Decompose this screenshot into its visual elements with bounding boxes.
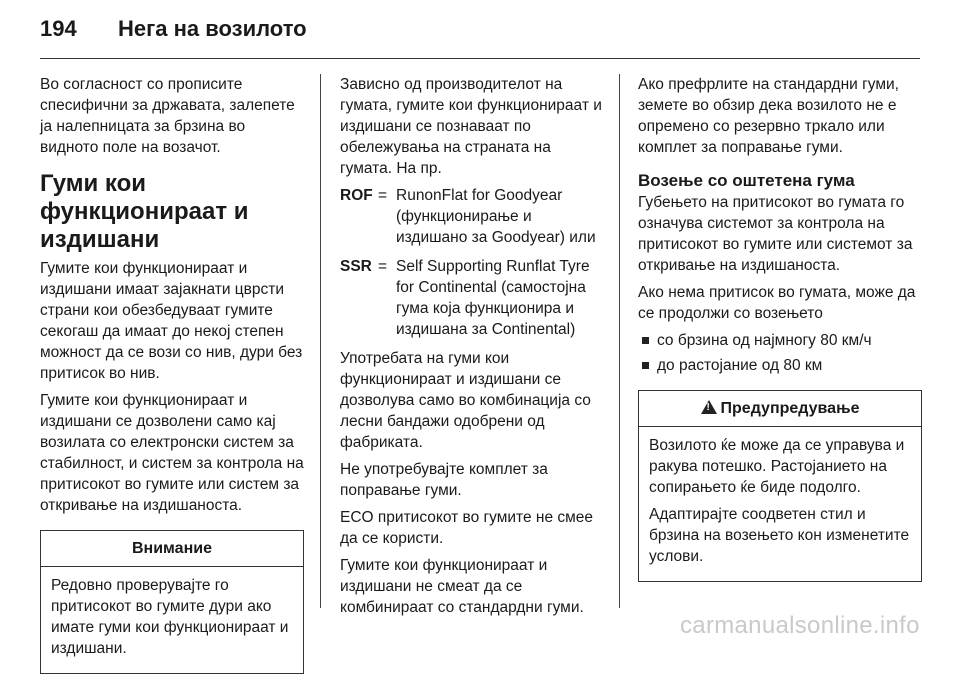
definition-desc: Self Supporting Runflat Tyre for Continental (самостојна гума која функционира и издишана за Continental) [396,258,590,338]
paragraph: ECO притисокот во гумите не смее да се користи. [340,509,594,547]
definition-row [340,185,606,248]
paragraph: Гумите кои функционираат и издишани се дозволени само кај возилата со електронски систем за стабилност, и систем за контрола на притисокот во гумите или систем за откривање на издишаноста. [40,392,304,514]
notice-text: Редовно проверувајте го притисокот во гумите дури ако имате гуми кои функционираат и издишани. [51,577,289,657]
page-title: Нега на возилото [118,16,307,41]
watermark: carmanualsonline.info [680,612,920,639]
warning-triangle-icon [701,400,717,414]
paragraph: Зависно од производителот на гумата, гумите кои функционираат и издишани се познаваат по обележувања на страната на гумата. На пр. [340,76,602,177]
column-divider-2 [619,74,620,608]
list-item [638,330,922,351]
paragraph: Употребата на гуми кои функционираат и издишани се дозволува само во комбинација со лесни бандажи одобрени од фабриката. [340,350,591,451]
column-1 [40,74,304,674]
paragraph: Ако префрлите на стандардни гуми, земете во обзир дека возилото не е опремено со резервно тркало или комплет за поправање гуми. [638,76,899,156]
intro-paragraph: Во согласност со прописите спесифични за државата, залепете ја налепницата за брзина во видното поле на возачот. [40,76,295,156]
column-3 [638,74,922,582]
list-item [638,355,922,376]
paragraph: Губењето на притисокот во гумата го означува системот за контрола на притисокот во гумите или системот за откривање на издишаноста. [638,194,913,274]
section-title: Гуми кои функционираат и издишани [40,170,249,253]
page-number: 194 [40,16,77,41]
bullet-square-icon [642,337,649,344]
warning-box [638,390,922,582]
notice-box [40,530,304,674]
definition-row [340,256,606,340]
warning-header [639,391,921,427]
warning-text: Адаптирајте соодветен стил и брзина на возењето кон изменетите услови. [649,506,910,565]
column-divider-1 [320,74,321,608]
bullet-square-icon [642,362,649,369]
page-header [40,16,920,56]
definition-term: SSR [340,258,372,275]
paragraph: Ако нема притисок во гумата, може да се продолжи со возењето [638,284,916,322]
definition-equals: = [378,187,388,204]
paragraph: Гумите кои функционираат и издишани имаат зајакнати цврсти страни кои обезбедуваат гумите секогаш да имаат до некој степен можност да се вози со нив, дури без притисок во нив. [40,260,303,382]
definition-equals: = [378,258,388,275]
column-2 [340,74,606,624]
warning-title: Предупредување [720,400,860,417]
header-divider [40,58,920,59]
list-item-text: со брзина од најмногу 80 км/ч [657,332,872,349]
subsection-title: Возење со оштетена гума [638,171,855,190]
paragraph: Гумите кои функционираат и издишани не смеат да се комбинираат со стандардни гуми. [340,557,584,616]
warning-text: Возилото ќе може да се управува и ракува потешко. Растојанието на сопирањето ќе биде подолго. [649,437,905,496]
paragraph: Не употребувајте комплет за поправање гуми. [340,461,548,499]
notice-title: Внимание [41,531,303,567]
definition-desc: RunonFlat for Goodyear (функционирање и издишано за Goodyear) или [396,187,596,246]
list-item-text: до растојание од 80 км [657,357,823,374]
definition-term: ROF [340,187,373,204]
